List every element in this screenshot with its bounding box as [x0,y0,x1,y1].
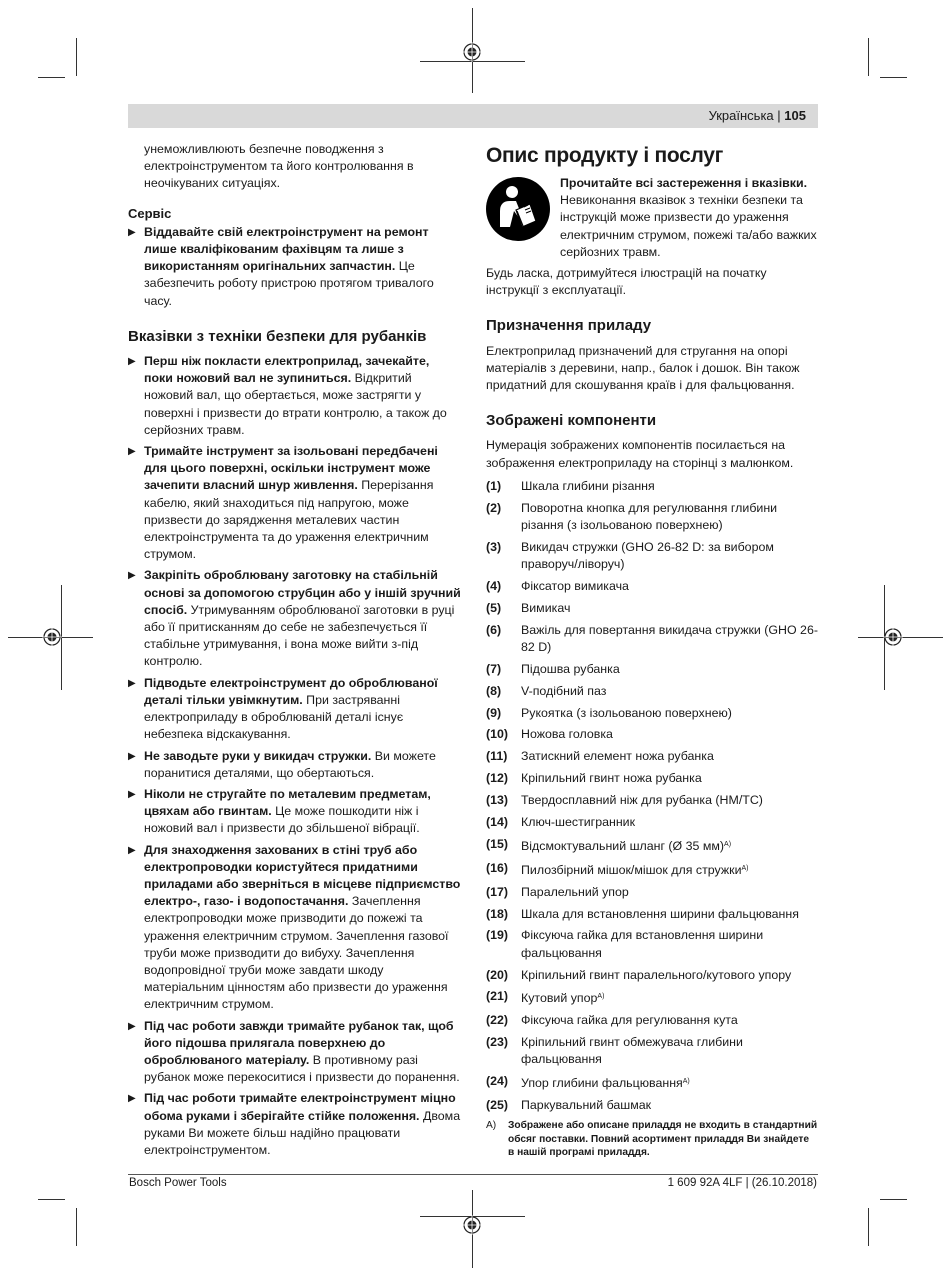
component-label-text: Затискний елемент ножа рубанка [521,749,714,764]
purpose-heading: Призначення приладу [486,317,652,335]
triangle-right-icon: ▶ [128,677,136,689]
triangle-right-icon: ▶ [128,750,136,762]
component-item [486,770,818,787]
registration-mark-icon [462,1215,482,1235]
item-lead: Ніколи не стругайте по металевим предметам, цвяхам або гвинтам. [144,786,431,819]
component-item [486,478,818,495]
crop-mark [868,1208,869,1246]
item-text: Двома руками Ви можете більш надійно працювати електроінструментом. [144,1108,461,1157]
component-number: (18) [486,906,509,921]
triangle-right-icon: ▶ [128,226,136,238]
safety-list [128,353,461,1159]
section-title: Опис продукту і послуг [486,144,724,167]
component-item [486,705,818,722]
list-item [128,567,461,670]
component-label [521,836,818,855]
warning-lead: Прочитайте всі застереження і вказівки. [560,176,808,190]
right-column [486,141,818,1160]
warning-block [486,175,818,261]
component-label [521,578,818,595]
component-number: (9) [486,705,502,720]
list-item [128,353,461,439]
component-label-text: Пилозбірний мішок/мішок для стружки [521,862,742,877]
triangle-right-icon: ▶ [128,446,136,458]
component-item [486,1012,818,1029]
component-number: (4) [486,578,502,593]
crop-mark [76,1208,77,1246]
component-label [521,1073,818,1092]
list-item [128,786,461,838]
component-number: (21) [486,989,509,1004]
component-label-text: Фіксуюча гайка для встановлення ширини фальцювання [521,928,764,960]
component-item [486,792,818,809]
component-item [486,814,818,831]
component-number: (12) [486,771,509,786]
component-label-text: Кутовий упор [521,991,598,1006]
registration-mark-icon [462,42,482,62]
components-intro: Нумерація зображених компонентів посилається на зображення електроприладу на сторінці з малюнком. [486,438,794,470]
component-number: (24) [486,1074,509,1089]
component-item [486,836,818,855]
component-label [521,906,818,923]
item-lead: Перш ніж покласти електроприлад, зачекайте, поки ножовий вал не зупиниться. [144,354,430,386]
page-header [128,104,818,128]
triangle-right-icon: ▶ [128,788,136,800]
component-number: (3) [486,539,502,554]
component-number: (2) [486,500,502,515]
footnote-ref: A) [597,993,605,1001]
service-heading: Сервіс [128,205,172,221]
footer-rule [128,1174,818,1175]
component-number: (1) [486,478,502,493]
component-label-text: Важіль для повертання викидача стружки (GHO 26-82 D) [521,622,818,654]
component-label-text: Кріпильний гвинт паралельного/кутового упору [521,967,792,982]
footnote-marker: A) [486,1120,497,1132]
component-label [521,539,818,573]
component-number: (20) [486,967,509,982]
list-item [128,224,461,310]
item-text: В противному разі рубанок може перекоситися і призвести до поранення. [144,1052,460,1085]
component-label [521,927,818,961]
page-number: 105 [784,108,806,123]
component-label [521,622,818,656]
component-number: (5) [486,600,502,615]
component-number: (25) [486,1098,509,1113]
crop-mark [38,77,65,78]
footer-brand: Bosch Power Tools [129,1177,227,1189]
footnote-ref: A) [741,864,749,872]
component-label-text: Фіксатор вимикача [521,578,629,593]
crop-mark [38,1199,65,1200]
component-label-text: Кріпильний гвинт ножа рубанка [521,771,702,786]
component-number: (11) [486,749,508,764]
component-number: (14) [486,815,509,830]
triangle-right-icon: ▶ [128,844,136,856]
component-item [486,988,818,1007]
crop-mark [76,38,77,76]
component-label-text: Шкала глибини різання [521,478,655,493]
component-label [521,988,818,1007]
component-label-text: Рукоятка (з ізольованою поверхнею) [521,705,732,720]
component-label-text: Упор глибини фальцювання [521,1076,683,1091]
list-item [128,748,461,782]
header-separator: | [777,108,781,123]
component-label [521,1097,818,1114]
component-label-text: Вимикач [521,600,571,615]
component-number: (15) [486,836,509,851]
item-lead: Під час роботи тримайте електроінструмент міцно обома руками і зберігайте стійке положення. [144,1091,456,1123]
component-item [486,748,818,765]
component-label-text: Відсмоктувальний шланг (Ø 35 мм) [521,838,725,853]
component-label [521,884,818,901]
read-manual-icon [486,177,550,241]
component-item [486,884,818,901]
component-label [521,770,818,787]
footnote-ref: A) [682,1078,690,1086]
crop-mark [880,1199,907,1200]
component-item [486,967,818,984]
component-label [521,967,818,984]
component-number: (7) [486,661,502,676]
component-label-text: Підошва рубанка [521,661,620,676]
item-text: При застряванні електроприладу в оброблюваній деталі існує небезпека відскакування. [144,692,404,742]
component-label-text: Поворотна кнопка для регулювання глибини різання (з ізольованою поверхнею) [521,500,778,532]
component-number: (19) [486,928,509,943]
component-item [486,661,818,678]
components-list [486,478,818,1115]
component-label [521,478,818,495]
component-label [521,661,818,678]
header-language: Українська [708,108,774,123]
component-label [521,814,818,831]
component-number: (10) [486,727,509,742]
component-label-text: Твердосплавний ніж для рубанка (HM/TC) [521,793,763,808]
component-label [521,792,818,809]
item-lead: Віддавайте свій електроінструмент на ремонт лише кваліфікованим фахівцям та лише з використанням оригінальних запчастин. [144,224,429,274]
header-text [709,108,806,123]
footer-doc-number: 1 609 92A 4LF | (26.10.2018) [667,1177,817,1189]
component-item [486,622,818,656]
component-item [486,600,818,617]
item-text: Ви можете поранитися деталями, що обертаються. [144,748,436,780]
component-number: (13) [486,793,509,808]
footnote-text: Зображене або описане приладдя не входить в стандартний обсяг поставки. Повний асортимент приладдя Ви знайдете в нашій програмі приладдя. [508,1120,818,1159]
component-item [486,1097,818,1114]
warning-text [560,175,818,261]
component-item [486,726,818,743]
registration-mark-icon [883,627,903,647]
item-lead: Не заводьте руки у викидач стружки. [144,748,372,763]
component-number: (23) [486,1035,509,1050]
list-item [128,842,461,1014]
component-label-text: Паркувальний башмак [521,1098,652,1113]
triangle-right-icon: ▶ [128,356,136,368]
component-label-text: Кріпильний гвинт обмежувача глибини фальцювання [521,1035,743,1067]
item-lead: Тримайте інструмент за ізольовані передбачені для цього поверхні, оскільки інструмент може зачепити власний шнур живлення. [144,444,438,493]
component-item [486,860,818,879]
component-label-text: Шкала для встановлення ширини фальцювання [521,906,799,921]
service-list [128,224,461,310]
components-heading: Зображені компоненти [486,412,657,430]
item-lead: Для знаходження захованих в стіні труб або електропроводки користуйтеся придатними приладами або зверніться в місцеве підприємство електро-, газо- і водопостачання. [144,842,461,909]
illustration-note: Будь ласка, дотримуйтеся ілюстрацій на початку інструкції з експлуатації. [486,266,767,298]
item-text: Це може пошкодити ніж і ножовий вал і призвести до збільшеної вібрації. [144,804,420,836]
component-label [521,1012,818,1029]
component-label [521,683,818,700]
item-text: Утримуванням оброблюваної заготовки в руці або її притисканням до себе не забезпечується її стабільне утримування, і вона може вийти з-під контролю. [144,602,455,669]
component-number: (6) [486,622,502,637]
component-item [486,539,818,573]
component-item [486,927,818,961]
component-label-text: Паралельний упор [521,884,629,899]
component-label-text: Ключ-шестигранник [521,815,636,830]
intro-continuation: унеможливлюють безпечне поводження з електроінструментом та його контролювання в неочікуваних ситуаціях. [144,142,414,191]
left-column [128,141,461,1163]
component-label [521,500,818,534]
component-label-text: Викидач стружки (GHO 26-82 D: за вибором праворуч/ліворуч) [521,539,774,572]
item-lead: Підводьте електроінструмент до оброблюваної деталі тільки увімкнутим. [144,675,438,707]
component-item [486,683,818,700]
warning-body: Невиконання вказівок з техніки безпеки та інструкцій може призвести до ураження електричним струмом, пожежі та/або важких серйозних травм. [560,193,817,259]
component-label [521,705,818,722]
crop-mark [868,38,869,76]
component-item [486,578,818,595]
component-item [486,1034,818,1068]
component-number: (17) [486,884,509,899]
list-item [128,675,461,744]
item-text: Це забезпечить роботу пристрою протягом тривалого часу. [144,259,434,308]
crop-mark [880,77,907,78]
component-label [521,860,818,879]
registration-mark-icon [42,627,62,647]
item-lead: Закріпіть оброблювану заготовку на стабільній основі за допомогою струбцин або у іншій зручний спосіб. [144,568,461,617]
component-number: (16) [486,860,509,875]
triangle-right-icon: ▶ [128,1093,136,1105]
component-label [521,1034,818,1068]
component-label-text: Ножова головка [521,727,613,742]
list-item [128,1018,461,1087]
component-item [486,1073,818,1092]
component-label [521,726,818,743]
footnote [486,1119,818,1160]
footnote-ref: A) [724,840,732,848]
component-item [486,906,818,923]
triangle-right-icon: ▶ [128,570,136,582]
component-label [521,600,818,617]
safety-heading: Вказівки з техніки безпеки для рубанків [128,327,427,345]
component-number: (22) [486,1013,509,1028]
triangle-right-icon: ▶ [128,1020,136,1032]
list-item [128,1090,461,1159]
item-lead: Під час роботи завжди тримайте рубанок так, щоб його підошва прилягала поверхнею до оброблюваного матеріалу. [144,1018,454,1067]
component-label-text: V-подібний паз [521,683,607,698]
item-text: Перерізання кабелю, який знаходиться під напругою, може призвести до зарядження металевих частин електроінструмента та до ураження електричним струмом. [144,478,434,562]
component-label-text: Фіксуюча гайка для регулювання кута [521,1013,738,1028]
purpose-text: Електроприлад призначений для стругання на опорі матеріалів з деревини, напр., балок і дошок. Він також придатний для скошування країв і для фальцювання. [486,343,800,393]
component-item [486,500,818,534]
item-text: Зачеплення електропроводки може призводити до пожежі та ураження електричним струмом. Зачеплення газової труби може призводити до вибуху. Зачеплення водопровідної труби може завдати шкоду матеріальним цінностям або призвести до ураження електричним струмом. [144,894,449,1012]
item-text: Відкритий ножовий вал, що обертається, може застрягти у поверхні і призвести до втрати контролю, а також до серйозних травм. [144,371,447,437]
component-label [521,748,818,765]
list-item [128,443,461,563]
component-number: (8) [486,683,502,698]
